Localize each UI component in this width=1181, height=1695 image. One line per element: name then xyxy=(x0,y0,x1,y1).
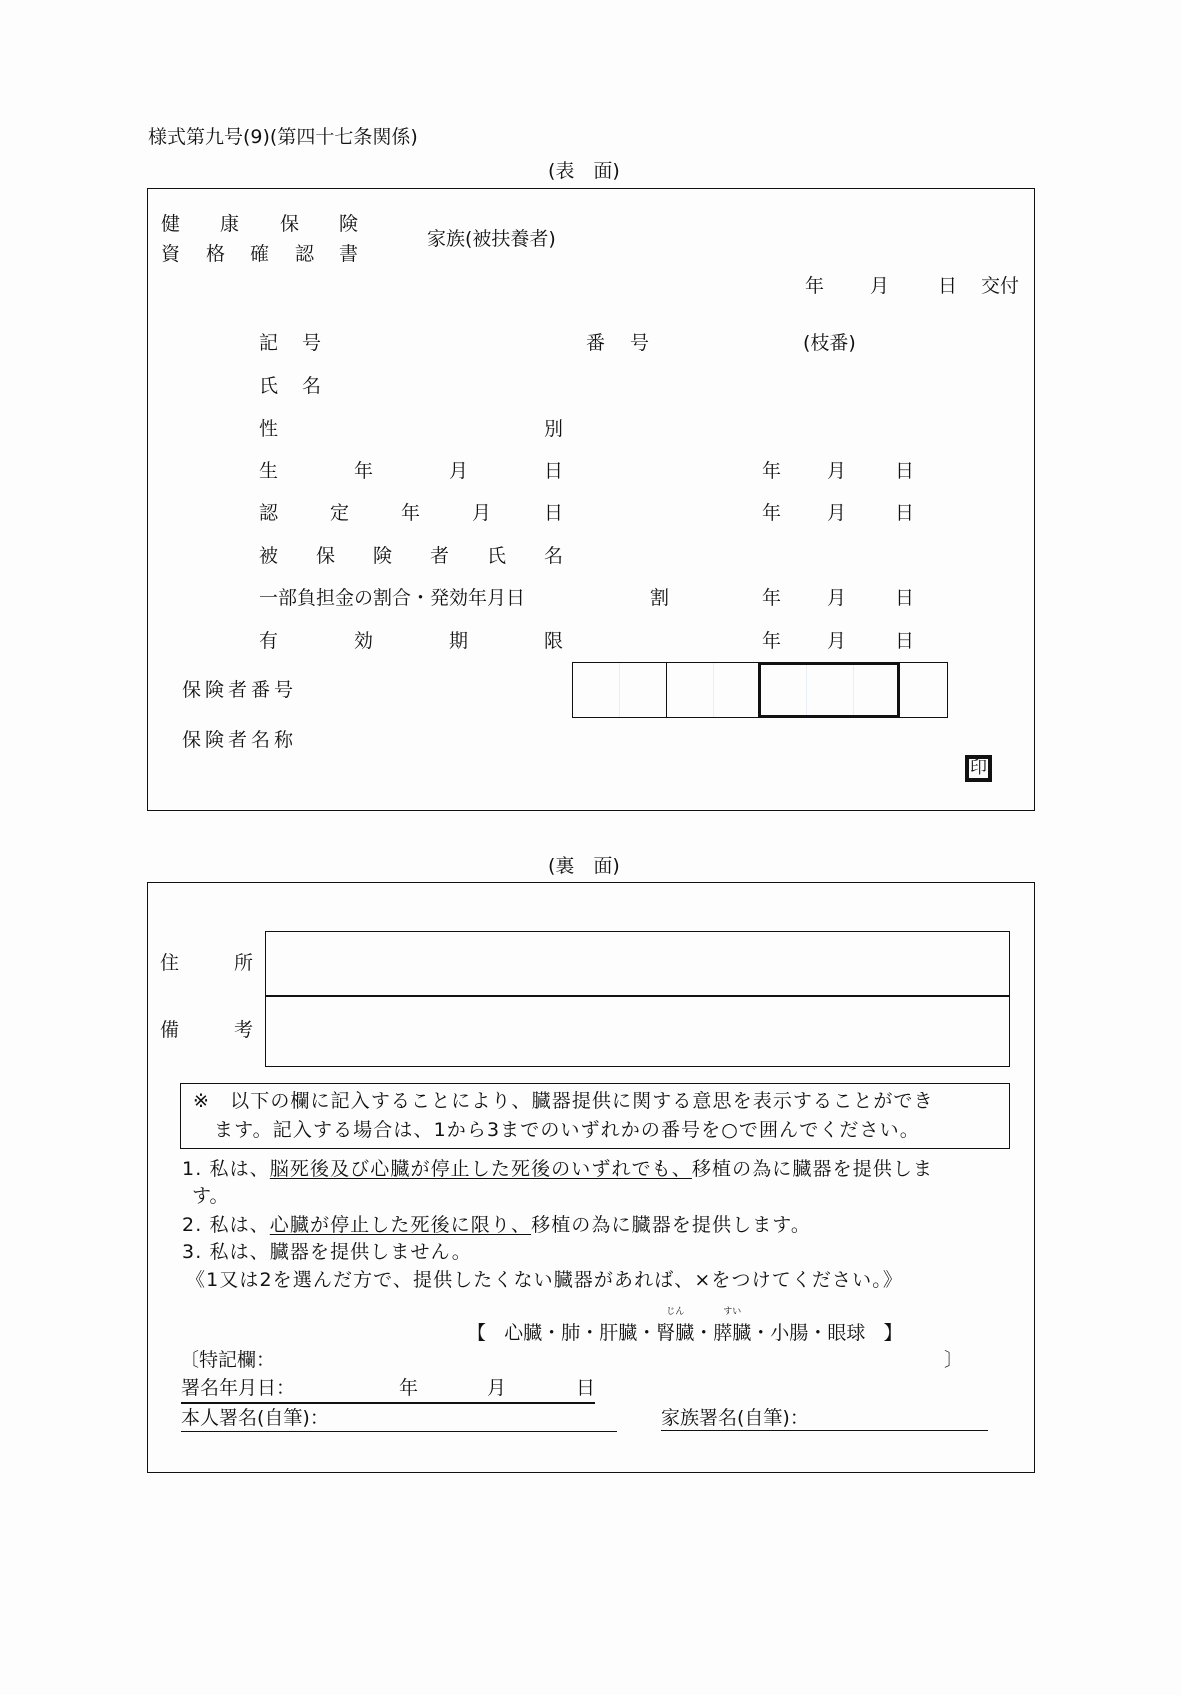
form-number: 様式第九号(9)(第四十七条関係) xyxy=(148,126,418,148)
card-subtitle: 家族(被扶養者) xyxy=(427,228,556,250)
notice-line-1: ※ 以下の欄に記入することにより、臓器提供に関する意思を表示することができ xyxy=(193,1090,934,1112)
self-sign-line[interactable] xyxy=(181,1431,617,1432)
sign-date-year: 年 xyxy=(399,1377,419,1399)
label-yuko: 効 xyxy=(354,630,374,652)
organ-list xyxy=(467,1307,903,1344)
special-remarks-label: 〔特記欄： xyxy=(180,1349,276,1371)
futan-day: 日 xyxy=(895,587,915,609)
label-hihokensha: 名 xyxy=(544,545,564,567)
remarks-field[interactable] xyxy=(265,995,1010,1067)
issue-suffix: 交付 xyxy=(981,275,1020,297)
back-heading: (裏 面) xyxy=(548,855,620,877)
option-2[interactable] xyxy=(182,1214,811,1236)
label-kigou-2: 号 xyxy=(302,332,322,354)
sign-date-label: 署名年月日： xyxy=(181,1377,296,1399)
title-char: 認 xyxy=(295,243,315,265)
label-yuko: 期 xyxy=(449,630,469,652)
organ-note: 《1又は2を選んだ方で、提供したくない臓器があれば、×をつけてください。》 xyxy=(186,1269,903,1291)
label-remarks-2: 考 xyxy=(234,1019,254,1041)
organ-pancreas-label: 膵臓 xyxy=(713,1322,752,1344)
label-nintei: 月 xyxy=(472,502,492,524)
yuko-month: 月 xyxy=(827,630,847,652)
separator: ・ xyxy=(637,1322,657,1344)
option-text: 私は、臓器を提供しません。 xyxy=(209,1241,472,1263)
organ-liver[interactable]: 肝臓 xyxy=(599,1322,638,1344)
label-sei: 性 xyxy=(259,418,279,440)
option-text: 移植の為に臓器を提供しま xyxy=(691,1158,934,1180)
yuko-year: 年 xyxy=(762,630,782,652)
label-nintei: 定 xyxy=(330,502,350,524)
sign-date-day: 日 xyxy=(576,1377,596,1399)
bracket-open: 【 xyxy=(467,1322,487,1344)
label-futan: 一部負担金の割合・発効年月日 xyxy=(259,587,526,609)
title-char: 格 xyxy=(206,243,226,265)
label-hihokensha: 被 xyxy=(259,545,279,567)
yuko-day: 日 xyxy=(895,630,915,652)
label-birth: 月 xyxy=(449,460,469,482)
option-text: 移植の為に臓器を提供します。 xyxy=(531,1214,811,1236)
label-birth: 生 xyxy=(259,460,279,482)
separator: ・ xyxy=(751,1322,771,1344)
digit-divider xyxy=(713,663,714,717)
option-1[interactable] xyxy=(182,1158,933,1180)
sign-date-month: 月 xyxy=(487,1377,507,1399)
separator: ・ xyxy=(542,1322,562,1344)
label-birth: 年 xyxy=(354,460,374,482)
digit-divider xyxy=(619,663,620,717)
ruby-kidney: じん xyxy=(666,1307,685,1317)
seal-mark: 印 xyxy=(965,755,992,782)
option-number: 1. xyxy=(182,1158,203,1180)
nintei-month: 月 xyxy=(827,502,847,524)
separator: ・ xyxy=(694,1322,714,1344)
option-text: 私は、 xyxy=(209,1158,270,1180)
insurer-number-highlight xyxy=(758,662,900,718)
option-text: 私は、 xyxy=(209,1214,270,1236)
separator: ・ xyxy=(580,1322,600,1344)
special-remarks-close: 〕 xyxy=(944,1349,964,1371)
organ-heart[interactable]: 心臓 xyxy=(504,1322,543,1344)
ruby-pancreas: すい xyxy=(723,1307,742,1317)
label-yuko: 限 xyxy=(544,630,564,652)
label-nintei: 日 xyxy=(544,502,564,524)
label-shimei-1: 氏 xyxy=(259,375,279,397)
nintei-year: 年 xyxy=(762,502,782,524)
title-char: 険 xyxy=(339,213,359,235)
birth-year: 年 xyxy=(762,460,782,482)
title-kenko: 健 xyxy=(161,213,181,235)
futan-unit: 割 xyxy=(650,587,670,609)
birth-month: 月 xyxy=(827,460,847,482)
label-yuko: 有 xyxy=(259,630,279,652)
futan-year: 年 xyxy=(762,587,782,609)
label-address-2: 所 xyxy=(234,952,254,974)
label-address-1: 住 xyxy=(160,952,180,974)
bracket-close: 】 xyxy=(883,1322,903,1344)
label-bangou-1: 番 xyxy=(586,332,606,354)
organ-kidney-label: 腎臓 xyxy=(656,1322,695,1344)
label-betsu: 別 xyxy=(544,418,564,440)
option-underlined: 心臓が停止した死後に限り、 xyxy=(269,1214,532,1236)
option-3[interactable] xyxy=(182,1241,472,1263)
label-hihokensha: 保 xyxy=(316,545,336,567)
nintei-day: 日 xyxy=(895,502,915,524)
sign-date-underline[interactable] xyxy=(181,1402,595,1404)
organ-kidney[interactable] xyxy=(656,1307,695,1344)
issue-month: 月 xyxy=(870,275,890,297)
label-hihokensha: 者 xyxy=(430,545,450,567)
title-char: 書 xyxy=(339,243,359,265)
notice-line-2: ます。記入する場合は、1から3までのいずれかの番号を○で囲んでください。 xyxy=(214,1119,920,1141)
self-sign-label: 本人署名(自筆)： xyxy=(181,1407,329,1429)
title-char: 保 xyxy=(280,213,300,235)
title-char: 確 xyxy=(250,243,270,265)
family-sign-line[interactable] xyxy=(661,1430,988,1431)
label-insurer-name: 保険者名称 xyxy=(182,729,298,751)
label-birth: 日 xyxy=(544,460,564,482)
option-number: 2. xyxy=(182,1214,203,1236)
separator: ・ xyxy=(808,1322,828,1344)
organ-eye[interactable]: 眼球 xyxy=(827,1322,866,1344)
organ-lung[interactable]: 肺 xyxy=(561,1322,581,1344)
label-hihokensha: 険 xyxy=(373,545,393,567)
organ-small-intestine[interactable]: 小腸 xyxy=(770,1322,809,1344)
organ-pancreas[interactable] xyxy=(713,1307,752,1344)
title-char: 資 xyxy=(161,243,181,265)
futan-month: 月 xyxy=(827,587,847,609)
label-insurer-number: 保険者番号 xyxy=(182,679,298,701)
birth-day: 日 xyxy=(895,460,915,482)
label-nintei: 認 xyxy=(259,502,279,524)
label-edaban: (枝番) xyxy=(803,332,856,354)
address-field[interactable] xyxy=(265,931,1010,997)
title-char: 康 xyxy=(220,213,240,235)
label-hihokensha: 氏 xyxy=(487,545,507,567)
label-bangou-2: 号 xyxy=(630,332,650,354)
digit-divider xyxy=(666,663,667,717)
issue-year: 年 xyxy=(805,275,825,297)
label-shimei-2: 名 xyxy=(302,375,322,397)
family-sign-label: 家族署名(自筆)： xyxy=(661,1407,809,1429)
label-remarks-1: 備 xyxy=(160,1019,180,1041)
issue-day: 日 xyxy=(938,275,958,297)
label-nintei: 年 xyxy=(401,502,421,524)
front-heading: (表 面) xyxy=(548,160,620,182)
option-underlined: 脳死後及び心臓が停止した死後のいずれでも、 xyxy=(269,1158,692,1180)
option-number: 3. xyxy=(182,1241,203,1263)
option-1-wrap: す。 xyxy=(192,1185,229,1207)
label-kigou-1: 記 xyxy=(259,332,279,354)
